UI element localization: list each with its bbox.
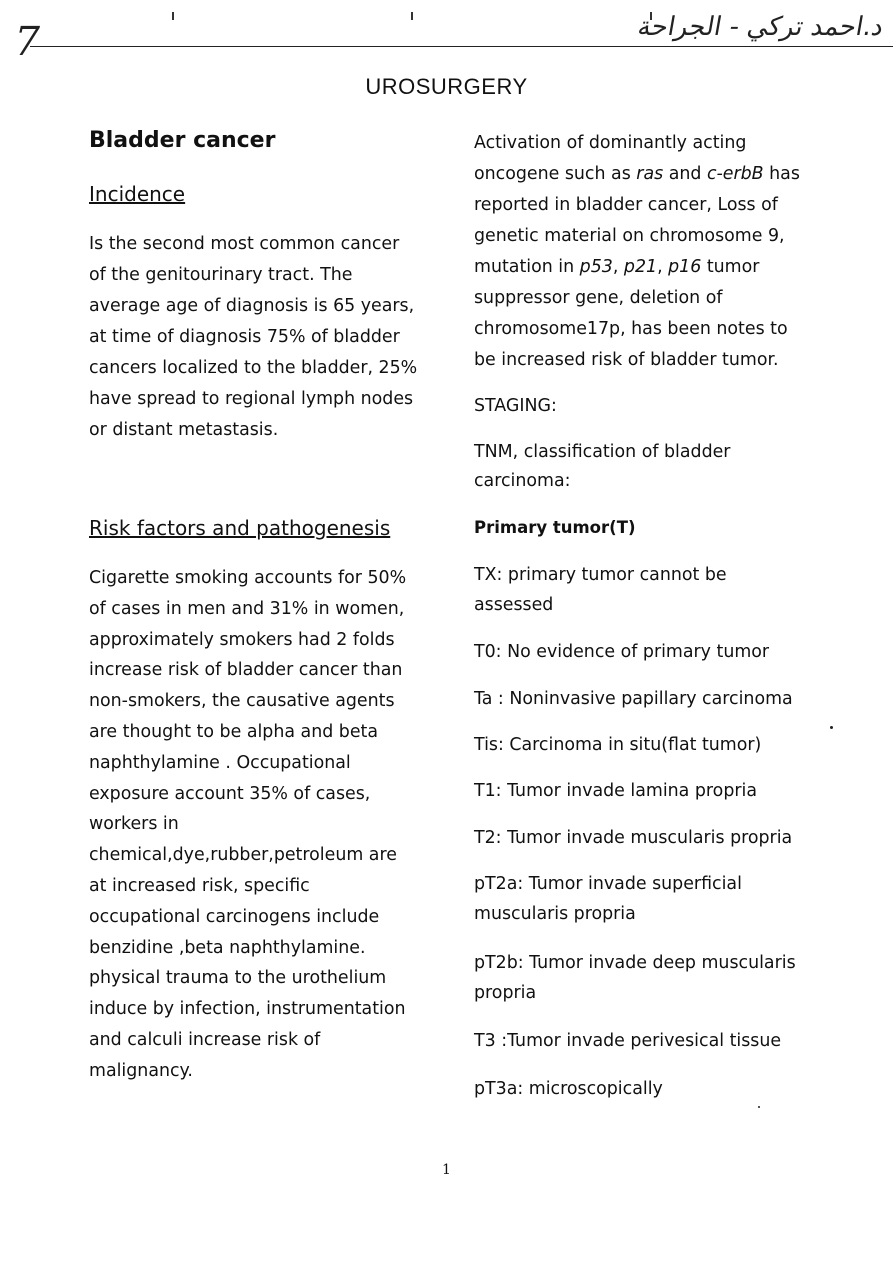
- oncogene-line: mutation in p53, p21, p16 tumor: [474, 257, 760, 277]
- oncogene-line: oncogene such as ras and c-erbB has: [474, 164, 800, 184]
- stage-item: propria: [474, 983, 537, 1003]
- risk-line: of cases in men and 31% in women,: [89, 598, 405, 619]
- staging-label: STAGING:: [474, 396, 557, 416]
- oncogene-line: suppressor gene, deletion of: [474, 288, 723, 308]
- stage-item: T3 :Tumor invade perivesical tissue: [474, 1031, 782, 1051]
- risk-line: non-smokers, the causative agents: [89, 691, 395, 712]
- risk-line: approximately smokers had 2 folds: [89, 629, 395, 650]
- risk-line: benzidine ,beta naphthylamine.: [89, 937, 366, 958]
- stage-item: T0: No evidence of primary tumor: [474, 642, 770, 662]
- oncogene-line: Activation of dominantly acting: [474, 133, 747, 153]
- incidence-line: of the genitourinary tract. The: [89, 265, 353, 285]
- oncogene-line: genetic material on chromosome 9,: [474, 226, 785, 246]
- stage-item: Tis: Carcinoma in situ(flat tumor): [474, 735, 762, 755]
- scan-tick: [411, 12, 413, 20]
- risk-factors-heading: Risk factors and pathogenesis: [89, 516, 391, 540]
- section-title: Bladder cancer: [89, 128, 276, 153]
- stage-item: TX: primary tumor cannot be: [474, 565, 727, 585]
- stage-item: assessed: [474, 595, 554, 615]
- stage-item: muscularis propria: [474, 904, 636, 924]
- scan-speck: [758, 1106, 760, 1108]
- oncogene-line: reported in bladder cancer, Loss of: [474, 195, 778, 215]
- risk-line: exposure account 35% of cases,: [89, 783, 371, 804]
- header-rule: [30, 46, 893, 47]
- risk-line: workers in: [89, 814, 179, 835]
- risk-line: physical trauma to the urothelium: [89, 968, 387, 989]
- risk-line: induce by infection, instrumentation: [89, 999, 406, 1020]
- tnm-line: carcinoma:: [474, 471, 571, 491]
- stage-item: Ta : Noninvasive papillary carcinoma: [474, 689, 793, 709]
- stage-item: T1: Tumor invade lamina propria: [474, 781, 757, 801]
- incidence-line: average age of diagnosis is 65 years,: [89, 296, 415, 316]
- arabic-author-handwriting: د.احمد تركي - الجراحة: [635, 12, 886, 42]
- oncogene-line: be increased risk of bladder tumor.: [474, 350, 779, 370]
- risk-line: chemical,dye,rubber,petroleum are: [89, 845, 397, 866]
- incidence-line: at time of diagnosis 75% of bladder: [89, 327, 400, 347]
- stage-item: T2: Tumor invade muscularis propria: [474, 828, 793, 848]
- corner-mark: 7: [9, 19, 45, 65]
- tnm-line: TNM, classification of bladder: [474, 442, 731, 462]
- primary-tumor-heading: Primary tumor(T): [474, 518, 636, 537]
- page-title: UROSURGERY: [365, 74, 528, 99]
- incidence-line: have spread to regional lymph nodes: [89, 389, 414, 409]
- risk-line: are thought to be alpha and beta: [89, 722, 379, 742]
- page-number: 1: [442, 1162, 451, 1178]
- risk-line: at increased risk, specific: [89, 876, 310, 896]
- risk-line: increase risk of bladder cancer than: [89, 660, 403, 681]
- oncogene-line: chromosome17p, has been notes to: [474, 319, 788, 339]
- stage-item: pT3a: microscopically: [474, 1079, 663, 1099]
- incidence-line: cancers localized to the bladder, 25%: [89, 358, 418, 378]
- incidence-line: Is the second most common cancer: [89, 234, 400, 254]
- stage-item: pT2a: Tumor invade superficial: [474, 874, 742, 894]
- risk-line: and calculi increase risk of: [89, 1030, 321, 1050]
- risk-line: naphthylamine . Occupational: [89, 752, 351, 773]
- risk-line: occupational carcinogens include: [89, 906, 380, 927]
- scan-speck: [830, 726, 833, 729]
- incidence-line: or distant metastasis.: [89, 420, 279, 440]
- risk-line: malignancy.: [89, 1060, 193, 1081]
- stage-item: pT2b: Tumor invade deep muscularis: [474, 953, 796, 973]
- scan-tick: [172, 12, 174, 20]
- risk-line: Cigarette smoking accounts for 50%: [89, 568, 407, 588]
- incidence-heading: Incidence: [89, 182, 186, 206]
